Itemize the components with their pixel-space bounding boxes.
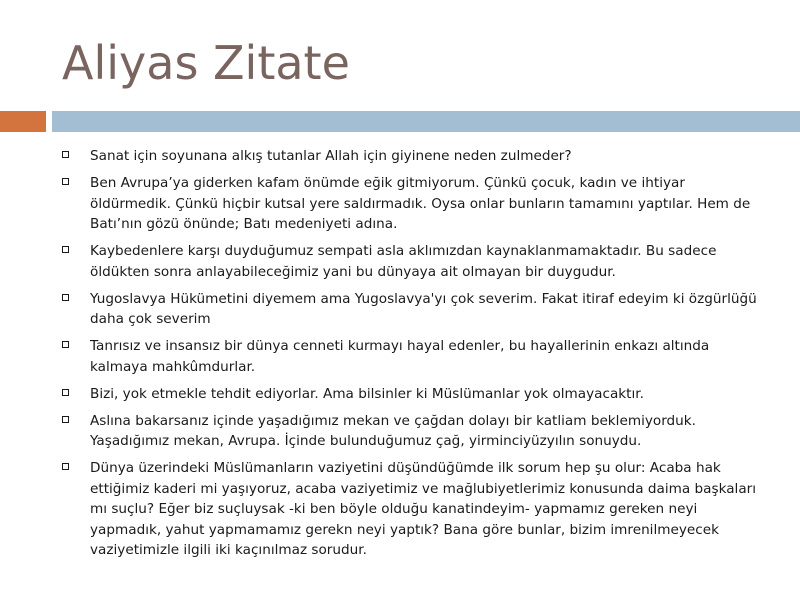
quote-text: Bizi, yok etmekle tehdit ediyorlar. Ama bilsinler ki Müslümanlar yok olmayacaktır. xyxy=(90,385,644,402)
quote-list xyxy=(62,146,762,567)
quote-text: Ben Avrupa’ya giderken kafam önümde eğik gitmiyorum. Çünkü çocuk, kadın ve ihtiyar öldürmedik. Çünkü hiçbir kutsal yere saldırmadık. Oysa onlar bunların tamamını yaptılar. Hem de Batı’nın gözü önünde; Batı medeniyeti adına. xyxy=(90,175,751,232)
hollow-square-bullet-icon xyxy=(62,294,69,301)
quote-text: Tanrısız ve insansız bir dünya cenneti kurmayı hayal edenler, bu hayallerinin enkazı altında kalmaya mahkûmdurlar. xyxy=(90,338,710,375)
quote-text: Dünya üzerindeki Müslümanların vaziyetini düşündüğümde ilk sorum hep şu olur: Acaba hak ettiğimiz kaderi mi yaşıyoruz, acaba vaziyetimiz ve mağlubiyetlerimiz konusunda daima başkaları mı suçlu? Eğer biz suçluysak -ki ben böyle olduğu kanatindeyim- yapmamız gereken neyi yapmadık, yahut yapmamamız gerekn neyi yaptık? Bana göre bunlar, bizim imrenilmeyecek vaziyetimizle ilgili iki kaçınılmaz sorudur. xyxy=(90,460,757,558)
accent-bar xyxy=(0,111,46,132)
hollow-square-bullet-icon xyxy=(62,178,69,185)
list-item xyxy=(62,146,762,167)
list-item xyxy=(62,458,762,561)
hollow-square-bullet-icon xyxy=(62,463,69,470)
hollow-square-bullet-icon xyxy=(62,151,69,158)
list-item xyxy=(62,173,762,235)
quote-text: Sanat için soyunana alkış tutanlar Allah için giyinene neden zulmeder? xyxy=(90,148,572,164)
list-item xyxy=(62,411,762,452)
quote-text: Yugoslavya Hükümetini diyemem ama Yugoslavya'yı çok severim. Fakat itiraf edeyim ki özgürlüğü daha çok severim xyxy=(90,290,757,327)
hollow-square-bullet-icon xyxy=(62,341,69,348)
hollow-square-bullet-icon xyxy=(62,246,69,253)
list-item xyxy=(62,336,762,377)
quote-text: Aslına bakarsanız içinde yaşadığımız mekan ve çağdan dolayı bir katliam beklemiyorduk. Yaşadığımız mekan, Avrupa. İçinde bulunduğumuz çağ, yirminciyüzyılın sonuydu. xyxy=(90,412,696,449)
hollow-square-bullet-icon xyxy=(62,416,69,423)
list-item xyxy=(62,289,762,330)
title-underline-bar xyxy=(52,111,800,132)
hollow-square-bullet-icon xyxy=(62,389,69,396)
list-item xyxy=(62,384,762,405)
list-item xyxy=(62,241,762,282)
slide-title: Aliyas Zitate xyxy=(62,36,350,90)
quote-text: Kaybedenlere karşı duyduğumuz sempati asla aklımızdan kaynaklanmamaktadır. Bu sadece öldükten sonra anlayabileceğimiz yani bu dünyaya ait olmayan bir duygudur. xyxy=(90,243,717,280)
